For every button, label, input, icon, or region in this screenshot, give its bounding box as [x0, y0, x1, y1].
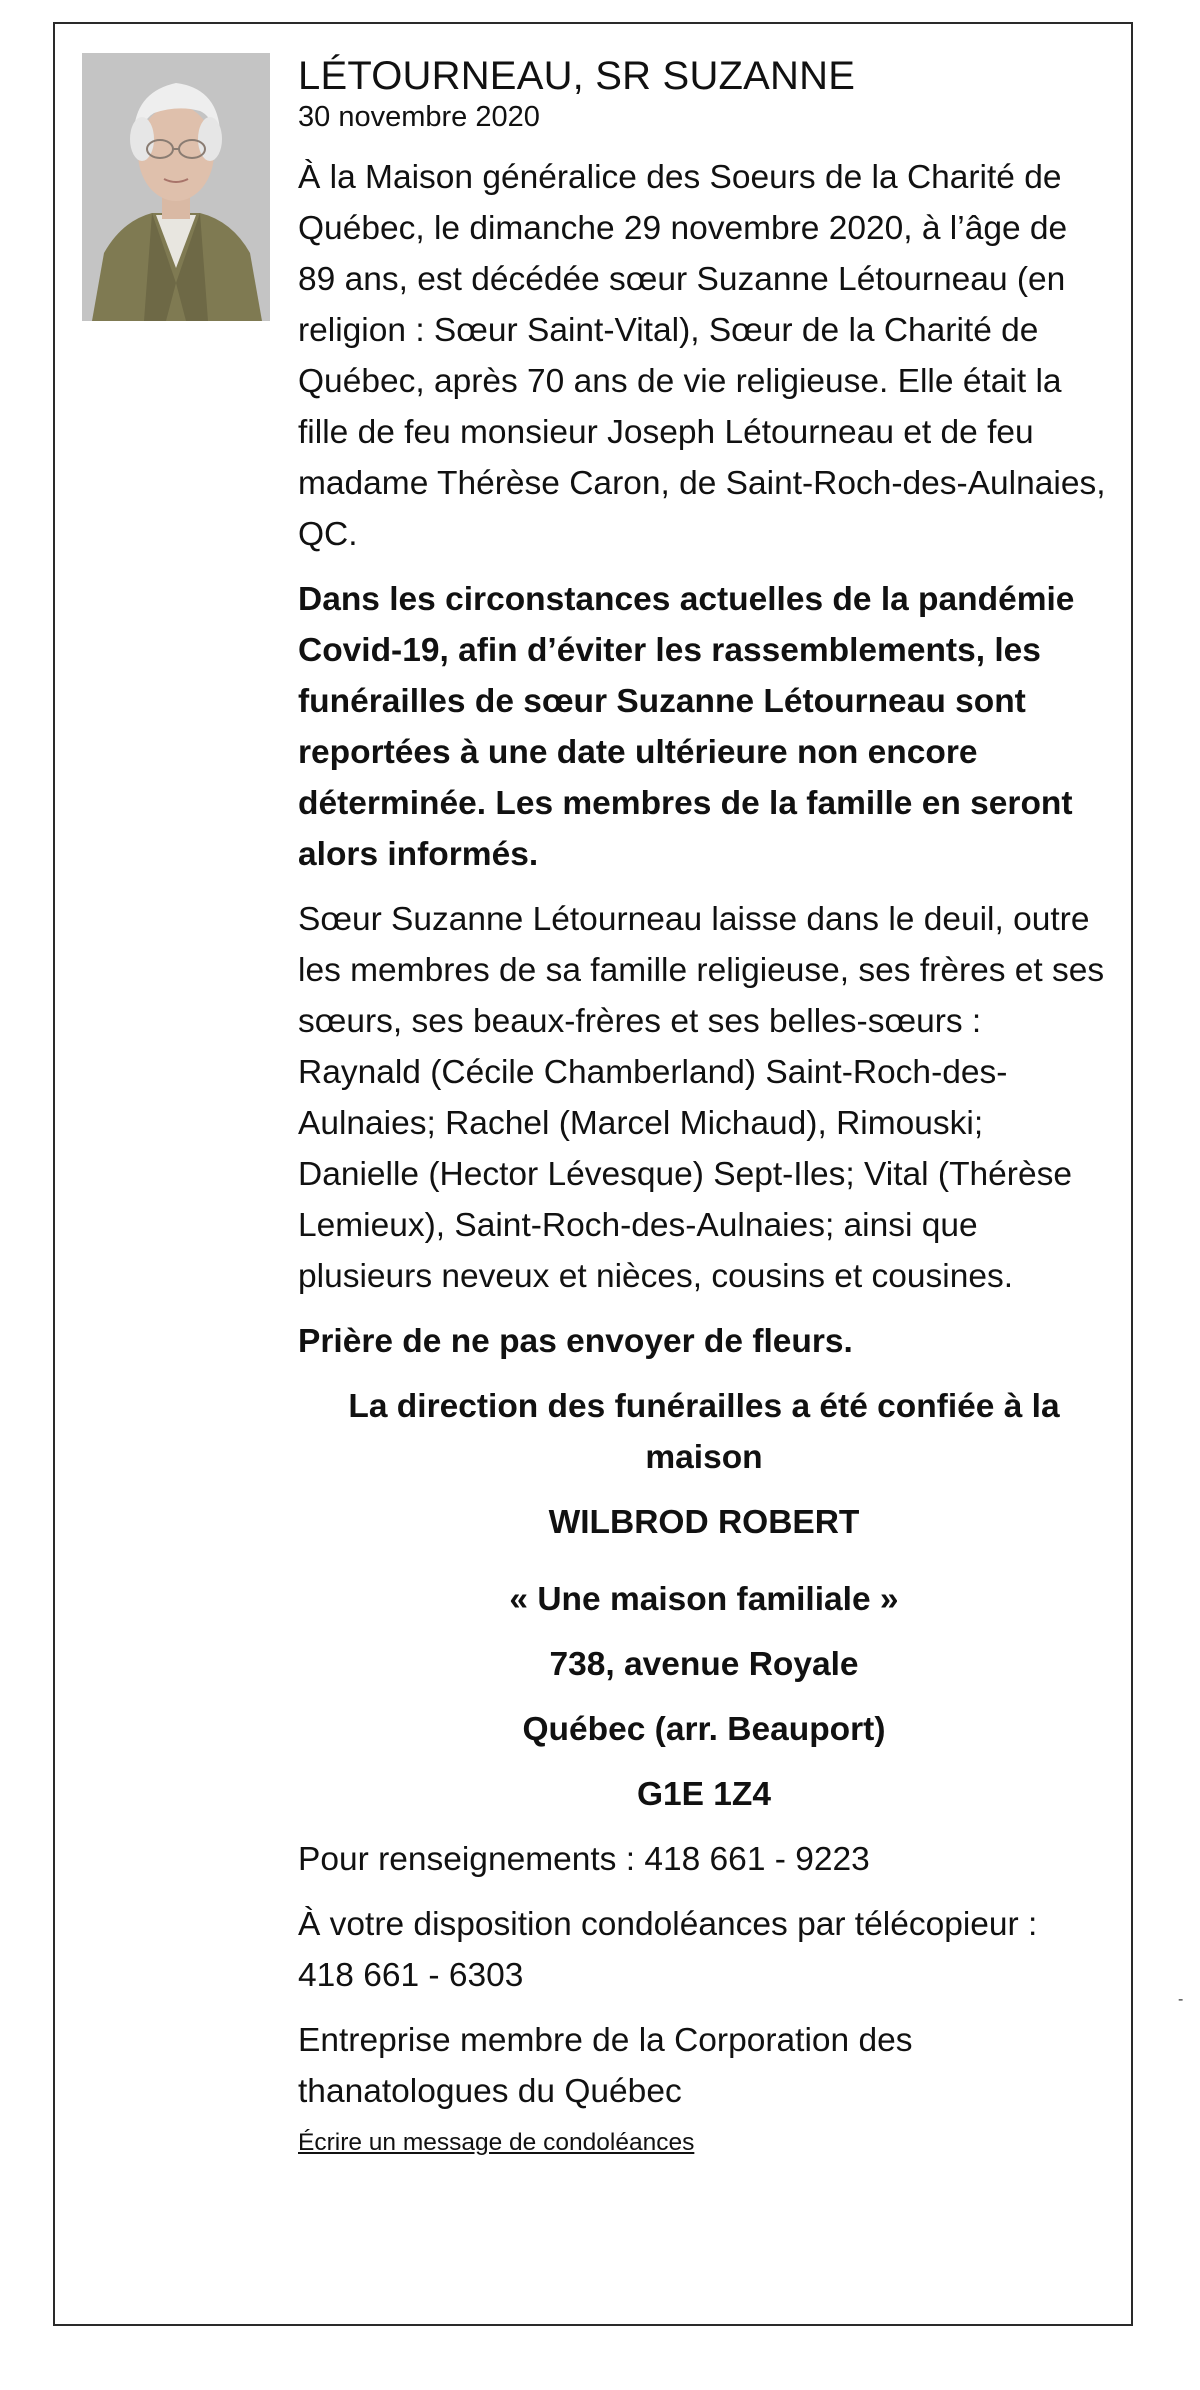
funeral-home-postal: G1E 1Z4 [636, 1776, 772, 1813]
death-announcement-paragraph: À la Maison généralice des Soeurs de la Charité de Québec, le dimanche 29 novembre 2020, à l’âge de 89 ans, est décédée sœur Suzanne Létourneau (en religion : Sœur Saint-Vital), Sœur de la Charité de Québec, après 70 ans de vie religieuse. Elle était la fille de feu monsieur Joseph Létourneau et de feu madame Thérèse Caron, de Saint-Roch-des-Aulnaies, QC. [298, 159, 1106, 553]
funeral-home-street: 738, avenue Royale [549, 1646, 859, 1683]
portrait-photo [82, 53, 270, 321]
info-phone: Pour renseignements : 418 661 - 9223 [298, 1841, 870, 1878]
corporation-note: Entreprise membre de la Corporation des thanatologues du Québec [298, 2022, 913, 2110]
flowers-note: Prière de ne pas envoyer de fleurs. [298, 1323, 853, 1360]
funeral-home-block [298, 1381, 1110, 1820]
funeral-postponed-paragraph: Dans les circonstances actuelles de la pandémie Covid-19, afin d’éviter les rassemblements, les funérailles de sœur Suzanne Létourneau sont reportées à une date ultérieure non encore déterminée. Les membres de la famille en seront alors informés. [298, 581, 1075, 873]
funeral-home-slogan: « Une maison familiale » [509, 1581, 899, 1618]
survivors-paragraph: Sœur Suzanne Létourneau laisse dans le deuil, outre les membres de sa famille religieuse, ses frères et ses sœurs, ses beaux-frères et ses belles-sœurs : Raynald (Cécile Chamberland) Saint-Roch-des-Aulnaies; Rachel (Marcel Michaud), Rimouski; Danielle (Hector Lévesque) Sept-Iles; Vital (Thérèse Lemieux), Saint-Roch-des-Aulnaies; ainsi que plusieurs neveux et nièces, cousins et cousines. [298, 901, 1105, 1295]
fax-block [298, 1899, 1110, 2001]
side-dash-mark: - [1178, 1991, 1184, 2008]
funeral-home-city: Québec (arr. Beauport) [522, 1711, 886, 1748]
obituary-date: 30 novembre 2020 [298, 101, 540, 133]
fax-line-2: 418 661 - 6303 [298, 1957, 524, 1994]
obituary-name: LÉTOURNEAU, SR SUZANNE [298, 54, 856, 98]
portrait-image [82, 53, 270, 321]
fax-line-1: À votre disposition condoléances par télécopieur : [298, 1906, 1038, 1943]
condolence-link[interactable]: Écrire un message de condoléances [298, 2129, 695, 2156]
funeral-home-name: WILBROD ROBERT [548, 1504, 860, 1541]
obituary-content [298, 52, 1110, 2159]
funeral-home-intro: La direction des funérailles a été confiée à la maison [348, 1388, 1060, 1476]
